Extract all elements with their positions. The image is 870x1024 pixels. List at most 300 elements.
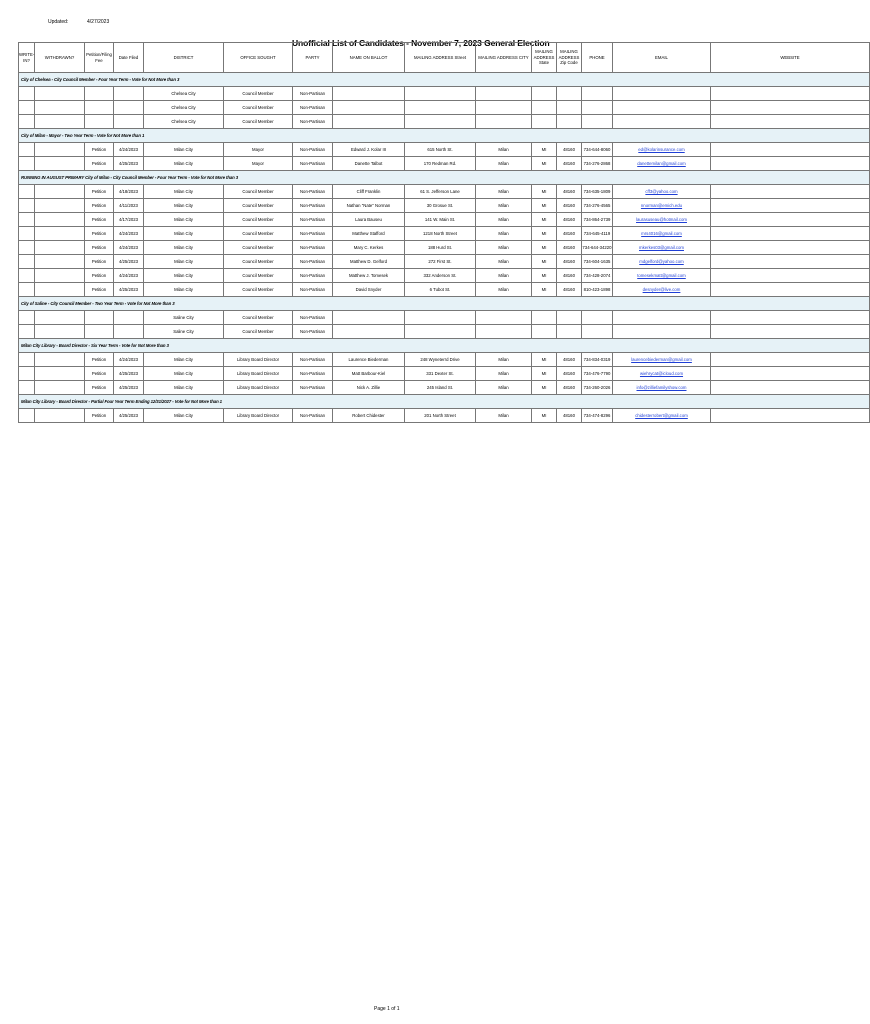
cell-office-sought: Council Member <box>224 115 293 129</box>
cell-mailing-city <box>476 115 532 129</box>
section-header-row <box>19 395 870 409</box>
cell-mailing-zip: 48160 <box>557 199 582 213</box>
cell-date-filed <box>114 115 144 129</box>
header-office-sought: OFFICE SOUGHT <box>224 43 293 73</box>
cell-name-on-ballot: Matt Barbour-Kiel <box>333 367 405 381</box>
cell-write-in <box>19 409 35 423</box>
cell-district: Chelsea City <box>144 87 224 101</box>
cell-petition-fee: Petition <box>85 353 114 367</box>
cell-office-sought: Mayor <box>224 157 293 171</box>
cell-mailing-state: MI <box>532 143 557 157</box>
cell-website <box>711 101 870 115</box>
cell-district: Saline City <box>144 311 224 325</box>
section-header-row <box>19 171 870 185</box>
cell-mailing-city: Milan <box>476 185 532 199</box>
cell-mailing-zip: 48160 <box>557 283 582 297</box>
cell-email[interactable]: chidesterrobert@gmail.com <box>613 409 711 423</box>
header-write-in: WRITE-IN? <box>19 43 35 73</box>
cell-petition-fee: Petition <box>85 199 114 213</box>
header-date-filed: Date Filed <box>114 43 144 73</box>
cell-mailing-zip: 48160 <box>557 255 582 269</box>
cell-write-in <box>19 311 35 325</box>
cell-email[interactable]: mrs4016@gmail.com <box>613 227 711 241</box>
section-header-row <box>19 129 870 143</box>
cell-email[interactable]: info@zilliefamilyshow.com <box>613 381 711 395</box>
cell-district: Chelsea City <box>144 101 224 115</box>
cell-withdrawn <box>35 367 85 381</box>
cell-party: Non-Partisan <box>293 381 333 395</box>
cell-date-filed: 4/24/2023 <box>114 269 144 283</box>
cell-email[interactable]: laurencebiederman@gmail.com <box>613 353 711 367</box>
cell-mailing-street: 61 S. Jefferson Lane <box>405 185 476 199</box>
cell-date-filed: 4/18/2023 <box>114 185 144 199</box>
cell-party: Non-Partisan <box>293 255 333 269</box>
table-row <box>19 157 870 171</box>
cell-mailing-city <box>476 325 532 339</box>
cell-mailing-state: MI <box>532 241 557 255</box>
cell-phone: 810-423-1898 <box>582 283 613 297</box>
cell-district: Milan City <box>144 269 224 283</box>
cell-mailing-street: 248 Wyneterrd Drive <box>405 353 476 367</box>
cell-phone: 734-644-8060 <box>582 143 613 157</box>
cell-email <box>613 87 711 101</box>
table-row <box>19 283 870 297</box>
cell-withdrawn <box>35 185 85 199</box>
cell-mailing-street <box>405 325 476 339</box>
cell-mailing-city: Milan <box>476 157 532 171</box>
cell-petition-fee <box>85 87 114 101</box>
cell-party: Non-Partisan <box>293 227 333 241</box>
cell-district: Milan City <box>144 143 224 157</box>
cell-mailing-state: MI <box>532 157 557 171</box>
cell-party: Non-Partisan <box>293 115 333 129</box>
table-row <box>19 101 870 115</box>
cell-date-filed <box>114 87 144 101</box>
cell-name-on-ballot <box>333 115 405 129</box>
table-row <box>19 311 870 325</box>
cell-district: Milan City <box>144 255 224 269</box>
cell-phone: 734-645-4119 <box>582 227 613 241</box>
cell-mailing-zip <box>557 101 582 115</box>
header-row <box>19 43 870 73</box>
cell-office-sought: Council Member <box>224 213 293 227</box>
cell-withdrawn <box>35 213 85 227</box>
cell-mailing-city: Milan <box>476 199 532 213</box>
cell-withdrawn <box>35 325 85 339</box>
cell-date-filed: 4/25/2023 <box>114 283 144 297</box>
cell-petition-fee: Petition <box>85 185 114 199</box>
cell-write-in <box>19 283 35 297</box>
cell-mailing-state <box>532 325 557 339</box>
cell-office-sought: Library Board Director <box>224 381 293 395</box>
header-mailing-state: MAILING ADDRESS State <box>532 43 557 73</box>
cell-date-filed: 4/24/2023 <box>114 227 144 241</box>
cell-party: Non-Partisan <box>293 353 333 367</box>
cell-district: Milan City <box>144 241 224 255</box>
cell-date-filed: 4/24/2023 <box>114 353 144 367</box>
cell-petition-fee <box>85 325 114 339</box>
cell-write-in <box>19 381 35 395</box>
cell-office-sought: Library Board Director <box>224 367 293 381</box>
table-row <box>19 255 870 269</box>
cell-phone: 734-644-34220 <box>582 241 613 255</box>
page-number: Page 1 of 1 <box>374 1006 400 1012</box>
table-row <box>19 241 870 255</box>
cell-district: Milan City <box>144 227 224 241</box>
cell-phone: 734-428-2074 <box>582 269 613 283</box>
cell-mailing-state: MI <box>532 255 557 269</box>
cell-withdrawn <box>35 311 85 325</box>
cell-date-filed: 4/25/2023 <box>114 367 144 381</box>
cell-party: Non-Partisan <box>293 143 333 157</box>
cell-website <box>711 199 870 213</box>
header-mailing-city: MAILING ADDRESS CITY <box>476 43 532 73</box>
cell-email <box>613 115 711 129</box>
cell-date-filed: 4/25/2023 <box>114 381 144 395</box>
cell-mailing-city <box>476 311 532 325</box>
section-header-row <box>19 73 870 87</box>
cell-phone: 734-476-7790 <box>582 367 613 381</box>
cell-petition-fee: Petition <box>85 283 114 297</box>
cell-website <box>711 157 870 171</box>
candidates-table <box>18 42 870 423</box>
cell-website <box>711 311 870 325</box>
cell-mailing-state: MI <box>532 227 557 241</box>
cell-withdrawn <box>35 283 85 297</box>
cell-party: Non-Partisan <box>293 283 333 297</box>
cell-mailing-state <box>532 311 557 325</box>
cell-office-sought: Council Member <box>224 269 293 283</box>
cell-withdrawn <box>35 227 85 241</box>
cell-phone <box>582 115 613 129</box>
cell-party: Non-Partisan <box>293 213 333 227</box>
cell-district: Milan City <box>144 199 224 213</box>
cell-petition-fee: Petition <box>85 241 114 255</box>
header-mailing-zip: MAILING ADDRESS Zip Code <box>557 43 582 73</box>
cell-withdrawn <box>35 115 85 129</box>
cell-website <box>711 241 870 255</box>
cell-mailing-city: Milan <box>476 213 532 227</box>
section-header-row <box>19 339 870 353</box>
cell-office-sought: Council Member <box>224 227 293 241</box>
table-row <box>19 227 870 241</box>
cell-phone: 734-834-0319 <box>582 353 613 367</box>
cell-phone: 734-474-8296 <box>582 409 613 423</box>
cell-petition-fee: Petition <box>85 213 114 227</box>
cell-email[interactable]: nnorman@emich.edu <box>613 199 711 213</box>
cell-website <box>711 227 870 241</box>
cell-mailing-zip: 48160 <box>557 157 582 171</box>
cell-website <box>711 367 870 381</box>
cell-district: Milan City <box>144 283 224 297</box>
cell-mailing-zip: 48160 <box>557 227 582 241</box>
cell-mailing-street: 245 Island St. <box>405 381 476 395</box>
cell-date-filed: 4/24/2023 <box>114 241 144 255</box>
cell-withdrawn <box>35 199 85 213</box>
cell-name-on-ballot: Robert Chidester <box>333 409 405 423</box>
cell-phone: 734-864-2739 <box>582 213 613 227</box>
cell-website <box>711 143 870 157</box>
cell-phone: 734-635-1809 <box>582 185 613 199</box>
cell-date-filed: 4/25/2023 <box>114 409 144 423</box>
table-body <box>19 43 870 423</box>
cell-withdrawn <box>35 157 85 171</box>
cell-email[interactable]: mkerkes03@gmail.com <box>613 241 711 255</box>
cell-write-in <box>19 255 35 269</box>
header-name-on-ballot: NAME ON BALLOT <box>333 43 405 73</box>
header-district: DISTRICT <box>144 43 224 73</box>
cell-email[interactable]: danettemilan@gmail.com <box>613 157 711 171</box>
cell-mailing-zip <box>557 87 582 101</box>
header-phone: PHONE <box>582 43 613 73</box>
cell-party: Non-Partisan <box>293 311 333 325</box>
cell-name-on-ballot: Laura Bauseu <box>333 213 405 227</box>
cell-name-on-ballot: Nick A. Zillie <box>333 381 405 395</box>
table-row <box>19 381 870 395</box>
cell-petition-fee: Petition <box>85 143 114 157</box>
cell-name-on-ballot: Nathan "Nate" Norman <box>333 199 405 213</box>
cell-write-in <box>19 157 35 171</box>
header-party: PARTY <box>293 43 333 73</box>
cell-mailing-street: 30 Grosue St. <box>405 199 476 213</box>
cell-district: Milan City <box>144 157 224 171</box>
cell-mailing-street <box>405 115 476 129</box>
cell-petition-fee: Petition <box>85 157 114 171</box>
cell-phone: 734-276-4565 <box>582 199 613 213</box>
cell-office-sought: Council Member <box>224 101 293 115</box>
cell-mailing-zip: 48160 <box>557 409 582 423</box>
cell-email[interactable]: wiehrycat@icloud.com <box>613 367 711 381</box>
cell-office-sought: Council Member <box>224 255 293 269</box>
cell-website <box>711 325 870 339</box>
cell-name-on-ballot: David Snyder <box>333 283 405 297</box>
cell-mailing-zip: 48160 <box>557 353 582 367</box>
section-title: City of Milan - Mayor - Two Year Term - Vote for Not More than 1 <box>19 129 870 143</box>
cell-petition-fee: Petition <box>85 255 114 269</box>
cell-mailing-state <box>532 115 557 129</box>
cell-party: Non-Partisan <box>293 269 333 283</box>
cell-party: Non-Partisan <box>293 325 333 339</box>
cell-mailing-state <box>532 87 557 101</box>
cell-name-on-ballot: Laurence Biederman <box>333 353 405 367</box>
cell-mailing-zip: 48160 <box>557 213 582 227</box>
cell-office-sought: Council Member <box>224 185 293 199</box>
cell-phone <box>582 87 613 101</box>
section-header-row <box>19 297 870 311</box>
cell-phone: 734-604-1635 <box>582 255 613 269</box>
cell-petition-fee: Petition <box>85 367 114 381</box>
cell-district: Saline City <box>144 325 224 339</box>
cell-mailing-city <box>476 101 532 115</box>
header-email: EMAIL <box>613 43 711 73</box>
table-row <box>19 199 870 213</box>
cell-office-sought: Council Member <box>224 87 293 101</box>
cell-email <box>613 101 711 115</box>
cell-website <box>711 255 870 269</box>
table-row <box>19 325 870 339</box>
table-row <box>19 143 870 157</box>
cell-district: Milan City <box>144 409 224 423</box>
cell-phone <box>582 101 613 115</box>
cell-mailing-street: 272 First St. <box>405 255 476 269</box>
cell-email[interactable]: mdgelford@yahoo.com <box>613 255 711 269</box>
cell-website <box>711 283 870 297</box>
cell-name-on-ballot: Matthew Stafford <box>333 227 405 241</box>
cell-mailing-city <box>476 87 532 101</box>
cell-website <box>711 213 870 227</box>
cell-petition-fee: Petition <box>85 269 114 283</box>
cell-withdrawn <box>35 353 85 367</box>
table-row <box>19 353 870 367</box>
cell-mailing-zip <box>557 311 582 325</box>
cell-mailing-city: Milan <box>476 255 532 269</box>
cell-office-sought: Council Member <box>224 241 293 255</box>
cell-office-sought: Council Member <box>224 283 293 297</box>
cell-party: Non-Partisan <box>293 185 333 199</box>
cell-mailing-street <box>405 101 476 115</box>
cell-name-on-ballot <box>333 87 405 101</box>
cell-mailing-state <box>532 101 557 115</box>
cell-write-in <box>19 199 35 213</box>
cell-office-sought: Library Board Director <box>224 409 293 423</box>
cell-date-filed <box>114 101 144 115</box>
cell-name-on-ballot: Mary C. Kerkes <box>333 241 405 255</box>
header-withdrawn: WITHDRAWN? <box>35 43 85 73</box>
cell-district: Milan City <box>144 213 224 227</box>
cell-write-in <box>19 269 35 283</box>
cell-mailing-state: MI <box>532 367 557 381</box>
cell-mailing-city: Milan <box>476 409 532 423</box>
cell-mailing-zip: 48160 <box>557 269 582 283</box>
cell-write-in <box>19 115 35 129</box>
cell-withdrawn <box>35 409 85 423</box>
cell-office-sought: Council Member <box>224 311 293 325</box>
table-row <box>19 115 870 129</box>
cell-mailing-zip: 48160 <box>557 241 582 255</box>
cell-mailing-city: Milan <box>476 367 532 381</box>
cell-website <box>711 87 870 101</box>
cell-email[interactable]: tomesekmatt@gmail.com <box>613 269 711 283</box>
cell-district: Milan City <box>144 367 224 381</box>
cell-mailing-zip: 48160 <box>557 185 582 199</box>
cell-mailing-street <box>405 311 476 325</box>
cell-office-sought: Council Member <box>224 199 293 213</box>
cell-mailing-state: MI <box>532 269 557 283</box>
cell-date-filed: 4/24/2023 <box>114 143 144 157</box>
cell-mailing-zip: 48160 <box>557 381 582 395</box>
cell-write-in <box>19 227 35 241</box>
cell-office-sought: Mayor <box>224 143 293 157</box>
cell-write-in <box>19 87 35 101</box>
cell-mailing-zip: 48160 <box>557 367 582 381</box>
cell-date-filed <box>114 325 144 339</box>
section-title: City of Chelsea - City Council Member - Four Year Term - Vote for Not More than 3 <box>19 73 870 87</box>
document-title: Unofficial List of Candidates - November 7, 2023 General Election <box>292 38 550 48</box>
cell-party: Non-Partisan <box>293 87 333 101</box>
header-petition-fee: Petition/Filing Fee <box>85 43 114 73</box>
cell-name-on-ballot: Danette Talbot <box>333 157 405 171</box>
cell-name-on-ballot <box>333 101 405 115</box>
cell-name-on-ballot <box>333 311 405 325</box>
cell-website <box>711 409 870 423</box>
cell-mailing-state: MI <box>532 409 557 423</box>
cell-mailing-zip <box>557 115 582 129</box>
cell-petition-fee: Petition <box>85 381 114 395</box>
cell-mailing-state: MI <box>532 185 557 199</box>
section-title: City of Saline - City Council Member - Two Year Term - Vote for Not More than 3 <box>19 297 870 311</box>
cell-district: Milan City <box>144 353 224 367</box>
cell-district: Milan City <box>144 381 224 395</box>
cell-mailing-state: MI <box>532 199 557 213</box>
section-title: Milan City Library - Board Director - Six Year Term - Vote for Not More than 3 <box>19 339 870 353</box>
cell-write-in <box>19 213 35 227</box>
cell-write-in <box>19 143 35 157</box>
table-row <box>19 87 870 101</box>
cell-office-sought: Council Member <box>224 325 293 339</box>
cell-mailing-street <box>405 87 476 101</box>
table-row <box>19 409 870 423</box>
cell-mailing-zip <box>557 325 582 339</box>
cell-mailing-street: 332 Anderson St. <box>405 269 476 283</box>
cell-email <box>613 325 711 339</box>
section-title: RUNNING IN AUGUST PRIMARY City of Milan - City Council Member - Four Year Term - Vote for Not More than 3 <box>19 171 870 185</box>
cell-phone: 734-260-2026 <box>582 381 613 395</box>
cell-mailing-state: MI <box>532 283 557 297</box>
cell-mailing-street: 188 Hurd St. <box>405 241 476 255</box>
cell-write-in <box>19 367 35 381</box>
cell-email[interactable]: desnyder@live.com <box>613 283 711 297</box>
cell-email[interactable]: cff3@yahoo.com <box>613 185 711 199</box>
cell-website <box>711 115 870 129</box>
cell-mailing-street: 141 W. Main St. <box>405 213 476 227</box>
cell-petition-fee <box>85 311 114 325</box>
cell-website <box>711 185 870 199</box>
cell-phone <box>582 311 613 325</box>
cell-party: Non-Partisan <box>293 409 333 423</box>
cell-district: Chelsea City <box>144 115 224 129</box>
cell-date-filed: 4/11/2023 <box>114 199 144 213</box>
cell-withdrawn <box>35 381 85 395</box>
section-title: Milan City Library - Board Director - Partial Four Year Term Ending 12/31/2027 - Vote for Not More than 1 <box>19 395 870 409</box>
cell-withdrawn <box>35 143 85 157</box>
cell-withdrawn <box>35 101 85 115</box>
cell-withdrawn <box>35 241 85 255</box>
cell-mailing-street: 615 North St. <box>405 143 476 157</box>
cell-office-sought: Library Board Director <box>224 353 293 367</box>
cell-mailing-street: 6 Tubot St. <box>405 283 476 297</box>
cell-party: Non-Partisan <box>293 157 333 171</box>
cell-mailing-state: MI <box>532 381 557 395</box>
cell-date-filed <box>114 311 144 325</box>
cell-website <box>711 381 870 395</box>
cell-withdrawn <box>35 269 85 283</box>
cell-withdrawn <box>35 87 85 101</box>
cell-mailing-city: Milan <box>476 227 532 241</box>
cell-email[interactable]: laurasuseau@hotmail.com <box>613 213 711 227</box>
cell-mailing-city: Milan <box>476 381 532 395</box>
cell-email[interactable]: ed@kolarinsurance.com <box>613 143 711 157</box>
cell-website <box>711 353 870 367</box>
cell-write-in <box>19 325 35 339</box>
cell-email <box>613 311 711 325</box>
cell-date-filed: 4/25/2023 <box>114 157 144 171</box>
header-website: WEBSITE <box>711 43 870 73</box>
cell-party: Non-Partisan <box>293 199 333 213</box>
cell-petition-fee: Petition <box>85 409 114 423</box>
cell-party: Non-Partisan <box>293 241 333 255</box>
cell-write-in <box>19 101 35 115</box>
cell-mailing-street: 201 North Street <box>405 409 476 423</box>
